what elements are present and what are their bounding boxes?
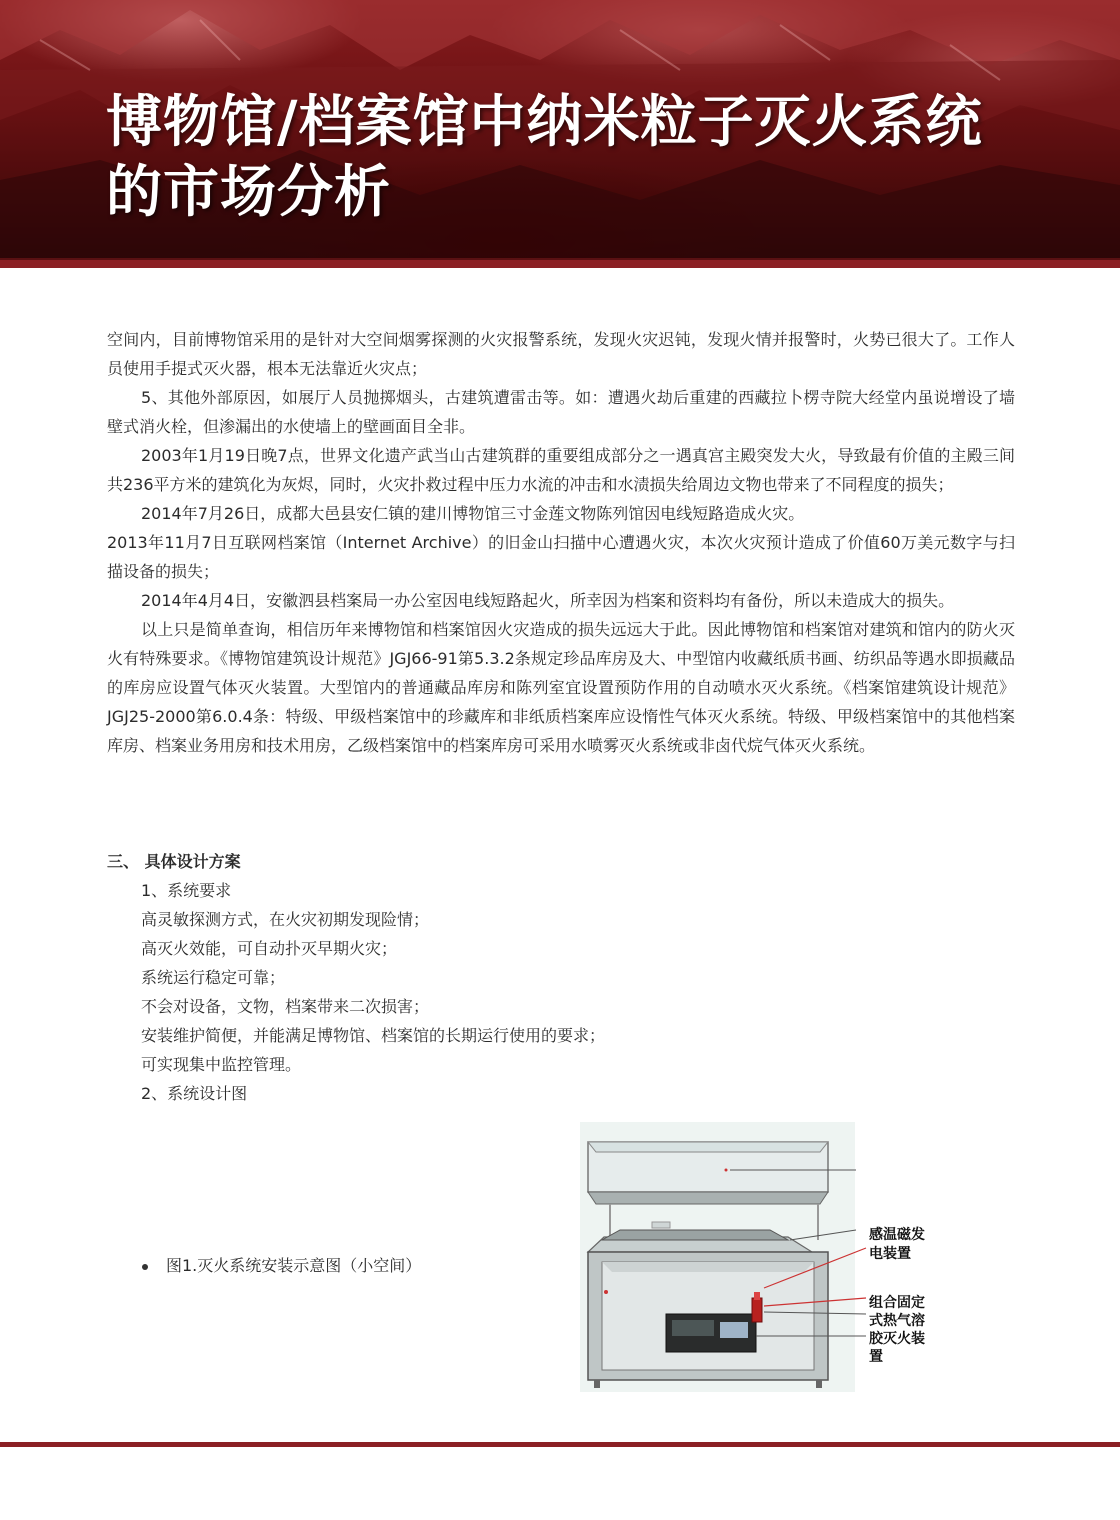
paragraph: 以上只是简单查询，相信历年来博物馆和档案馆因火灾造成的损失远远大于此。因此博物馆和档案馆对建筑和馆内的防火灭火有特殊要求。《博物馆建筑设计规范》JGJ66-91第5.3.2条规定珍品库房及大、中型馆内收藏纸质书画、纺织品等遇水即损藏品的库房应设置气体灭火装置。大型馆内的普通藏品库房和陈列室宜设置预防作用的自动喷水灭火系统。《档案馆建筑设计规范》JGJ25-2000第6.0.4条：特级、甲级档案馆中的珍藏库和非纸质档案库应设惰性气体灭火系统。特级、甲级档案馆中的其他档案库房、档案业务用房和技术用房，乙级档案馆中的档案库房可采用水喷雾灭火系统或非卤代烷气体灭火系统。 (107, 620, 1015, 755)
list-item: 2、系统设计图 (141, 1084, 248, 1103)
extinguisher-device (752, 1298, 762, 1322)
caption-text: 图1.灭火系统安装示意图（小空间） (166, 1256, 422, 1275)
list-item: 高灭火效能，可自动扑灭早期火灾； (141, 939, 398, 958)
list-item: 可实现集中监控管理。 (141, 1055, 302, 1074)
list-item: 不会对设备，文物，档案带来二次损害； (141, 997, 430, 1016)
paragraph: 空间内，目前博物馆采用的是针对大空间烟雾探测的火灾报警系统，发现火灾迟钝，发现火情并报警时，火势已很大了。工作人员使用手提式灭火器，根本无法靠近火灾点； (107, 330, 1015, 378)
list-item: 安装维护简便，并能满足博物馆、档案馆的长期运行使用的要求； (141, 1026, 606, 1045)
paragraph: 2003年1月19日晚7点，世界文化遗产武当山古建筑群的重要组成部分之一遇真宫主殿突发大火，导致最有价值的主殿三间共236平方米的建筑化为灰烬，同时，火灾扑救过程中压力水流的冲击和水渍损失给周边文物也带来了不同程度的损失； (107, 446, 1015, 494)
list-item: 高灵敏探测方式，在火灾初期发现险情； (141, 910, 430, 929)
footer-rule (0, 1442, 1120, 1447)
design-section (107, 847, 1015, 1108)
section-heading: 三、 具体设计方案 (107, 852, 241, 871)
list-item: 1、系统要求 (141, 881, 232, 900)
article-body (107, 325, 1015, 760)
paragraph: 5、其他外部原因，如展厅人员抛掷烟头，古建筑遭雷击等。如：遭遇火劫后重建的西藏拉卜楞寺院大经堂内虽说增设了墙壁式消火栓，但渗漏出的水使墙上的壁画面目全非。 (107, 388, 1015, 436)
figure-caption (142, 1252, 421, 1280)
device-label-4: 置 (869, 1349, 883, 1365)
fire-extinguishing-diagram (580, 1122, 960, 1392)
list-item: 系统运行稳定可靠； (141, 968, 286, 987)
paragraph: 2014年4月4日，安徽泗县档案局一办公室因电线短路起火，所幸因为档案和资料均有备份，所以未造成大的损失。 (141, 591, 955, 610)
paragraph: 2014年7月26日，成都大邑县安仁镇的建川博物馆三寸金莲文物陈列馆因电线短路造成火灾。 (141, 504, 805, 523)
bullet-icon (142, 1264, 148, 1270)
header-banner (0, 0, 1120, 262)
device-label-2: 式热气溶 (869, 1313, 925, 1329)
header-rule (0, 258, 1120, 268)
sensor-label-2: 电装置 (869, 1246, 911, 1262)
sensor-label-1: 感温磁发 (869, 1227, 925, 1243)
device-label-1: 组合固定 (869, 1295, 925, 1311)
title-line-2: 的市场分析 (106, 160, 391, 225)
title-line-1: 博物馆/档案馆中纳米粒子灭火系统 (106, 90, 983, 155)
paragraph: 2013年11月7日互联网档案馆（Internet Archive）的旧金山扫描中心遭遇火灾，本次火灾预计造成了价值60万美元数字与扫描设备的损失； (107, 533, 1015, 581)
page-title (106, 88, 1066, 228)
device-label-3: 胶灭火装 (869, 1331, 925, 1347)
